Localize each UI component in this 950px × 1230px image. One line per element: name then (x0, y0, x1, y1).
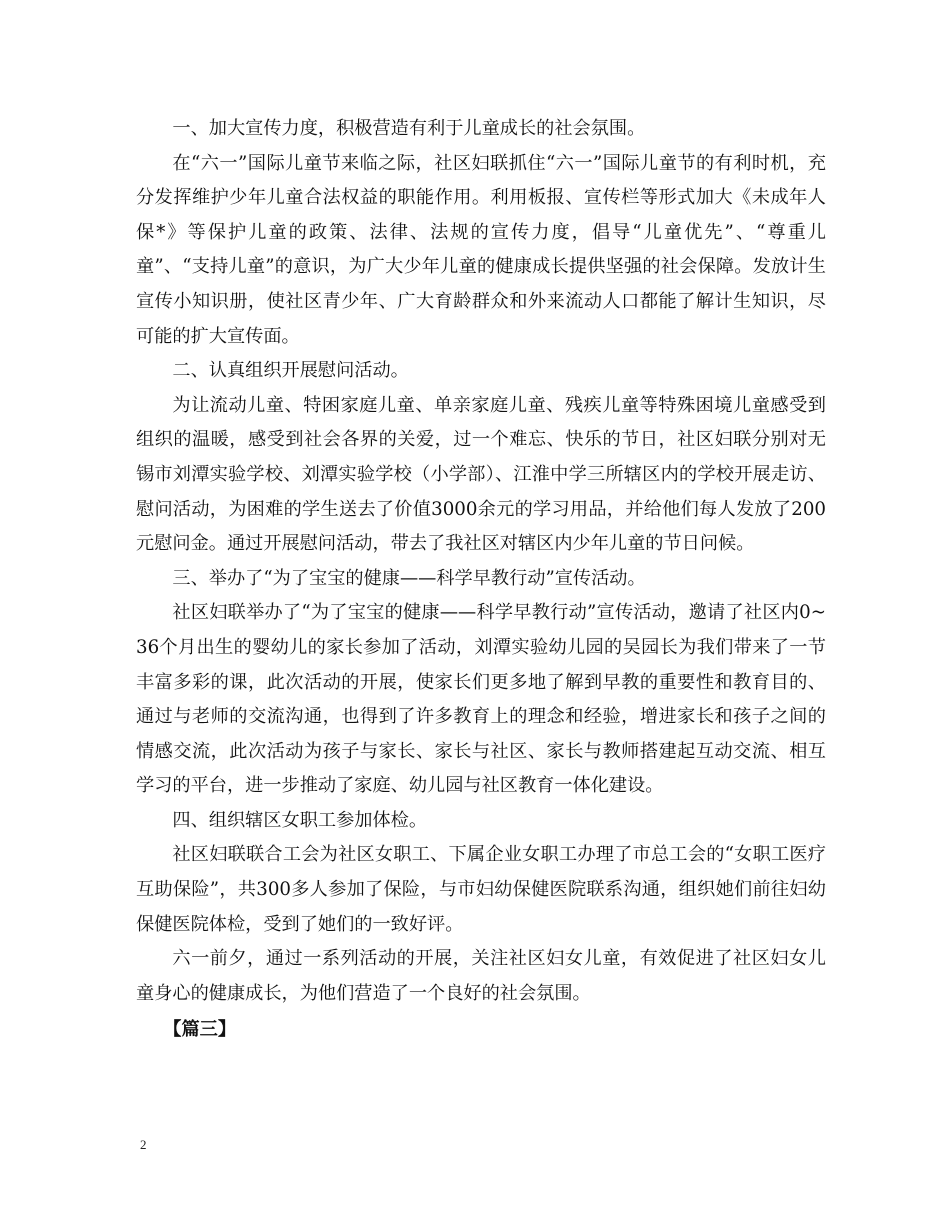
page-number: 2 (140, 1137, 147, 1152)
document-body (136, 112, 826, 1048)
section-marker: 【篇三】 (163, 1019, 237, 1041)
body-paragraph-3: 社区妇联举办了“为了宝宝的健康——科学早教行动”宣传活动，邀请了社区内0~36个月出生的婴幼儿的家长参加了活动，刘潭实验幼儿园的吴园长为我们带来了一节丰富多彩的课，此次活动的开展，使家长们更多地了解到早教的重要性和教育目的、通过与老师的交流沟通，也得到了许多教育上的理念和经验，增进家长和孩子之间的情感交流，此次活动为孩子与家长、家长与社区、家长与教师搭建起互动交流、相互学习的平台，进一步推动了家庭、幼儿园与社区教育一体化建设。 (136, 602, 826, 797)
section-heading-4: 四、组织辖区女职工参加体检。 (172, 809, 428, 831)
body-paragraph-1: 在“六一”国际儿童节来临之际，社区妇联抓住“六一”国际儿童节的有利时机，充分发挥维护少年儿童合法权益的职能作用。利用板报、宣传栏等形式加大《未成年人保*》等保护儿童的政策、法律、法规的宣传力度，倡导“儿童优先”、“尊重儿童”、“支持儿童”的意识，为广大少年儿童的健康成长提供坚强的社会保障。发放计生宣传小知识册，使社区青少年、广大育龄群众和外来流动人口都能了解计生知识，尽可能的扩大宣传面。 (136, 152, 826, 347)
section-heading-3: 三、举办了“为了宝宝的健康——科学早教行动”宣传活动。 (172, 567, 646, 589)
section-heading-2: 二、认真组织开展慰问活动。 (172, 360, 409, 382)
closing-paragraph: 六一前夕，通过一系列活动的开展，关注社区妇女儿童，有效促进了社区妇女儿童身心的健康成长，为他们营造了一个良好的社会氛围。 (136, 948, 826, 1004)
body-paragraph-2: 为让流动儿童、特困家庭儿童、单亲家庭儿童、残疾儿童等特殊困境儿童感受到组织的温暖，感受到社会各界的关爱，过一个难忘、快乐的节日，社区妇联分别对无锡市刘潭实验学校、刘潭实验学校（小学部）、江淮中学三所辖区内的学校开展走访、慰问活动，为困难的学生送去了价值3000余元的学习用品，并给他们每人发放了200元慰问金。通过开展慰问活动，带去了我社区对辖区内少年儿童的节日问候。 (136, 394, 826, 555)
body-paragraph-4: 社区妇联联合工会为社区女职工、下属企业女职工办理了市总工会的“女职工医疗互助保险”，共300多人参加了保险，与市妇幼保健医院联系沟通，组织她们前往妇幼保健医院体检，受到了她们的一致好评。 (136, 844, 826, 935)
section-heading-1: 一、加大宣传力度，积极营造有利于儿童成长的社会氛围。 (172, 118, 646, 139)
